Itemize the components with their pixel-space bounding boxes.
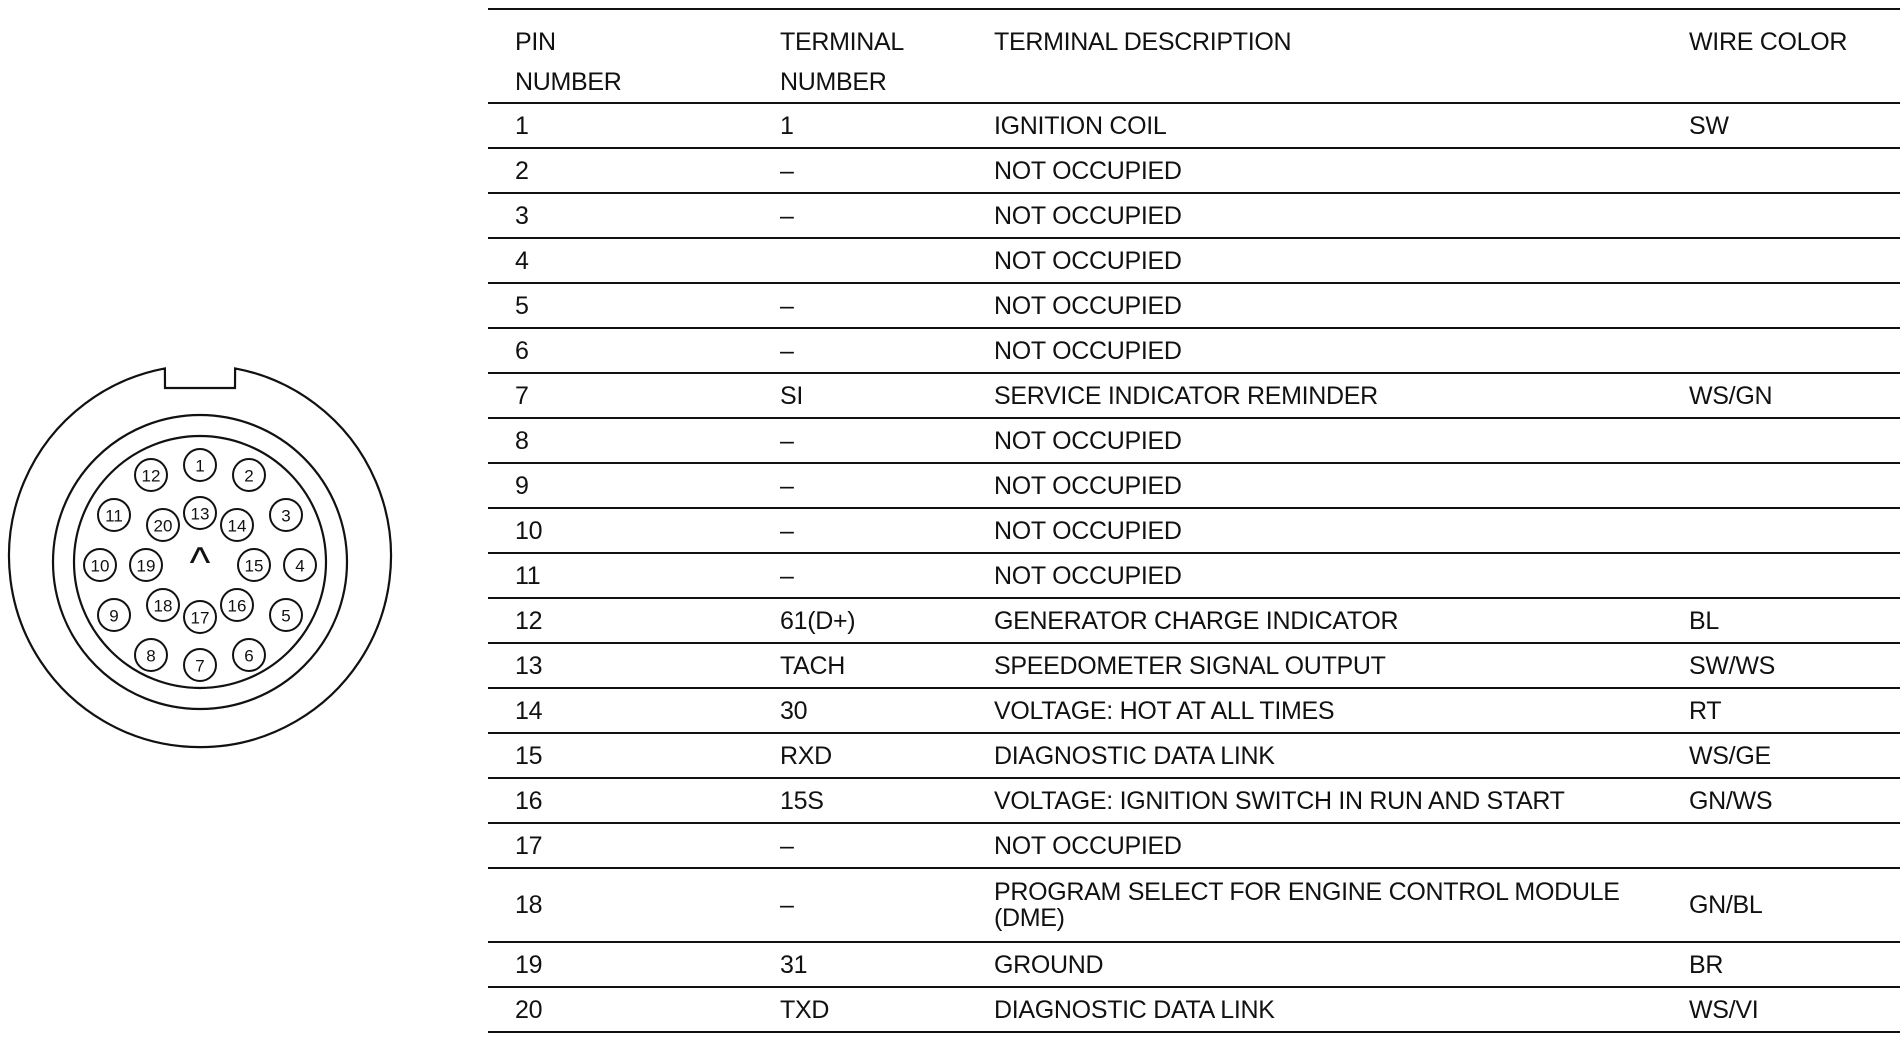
terminal-description: VOLTAGE: IGNITION SWITCH IN RUN AND START bbox=[994, 786, 1565, 815]
pin-number: 9 bbox=[515, 471, 529, 500]
table-row bbox=[488, 942, 1900, 987]
terminal-description: NOT OCCUPIED bbox=[994, 201, 1182, 230]
header-pin-line1: PIN bbox=[515, 28, 556, 56]
terminal-number: – bbox=[780, 291, 794, 320]
header-terminal-number bbox=[753, 9, 967, 103]
wire-color: SW bbox=[1689, 111, 1729, 140]
pin-number: 13 bbox=[515, 651, 543, 680]
wire-color bbox=[1662, 283, 1900, 328]
table-row bbox=[488, 868, 1900, 942]
table-row bbox=[488, 283, 1900, 328]
connector-pin-9 bbox=[98, 599, 130, 631]
wire-color: RT bbox=[1689, 696, 1722, 725]
connector-pin-1 bbox=[184, 449, 216, 481]
table-row bbox=[488, 193, 1900, 238]
pin-number: 2 bbox=[515, 156, 529, 185]
terminal-number: 31 bbox=[780, 950, 808, 979]
connector-pin-4 bbox=[284, 549, 316, 581]
wire-color bbox=[1662, 418, 1900, 463]
connector-pin-18 bbox=[147, 589, 179, 621]
pin-number: 8 bbox=[515, 426, 529, 455]
connector-pin-label: 12 bbox=[141, 466, 161, 486]
header-terminal-line1: TERMINAL bbox=[780, 28, 905, 56]
terminal-number: SI bbox=[780, 381, 804, 410]
terminal-description: VOLTAGE: HOT AT ALL TIMES bbox=[994, 696, 1335, 725]
terminal-number: – bbox=[780, 336, 794, 365]
connector-pin-3 bbox=[270, 499, 302, 531]
connector-pin-label: 19 bbox=[136, 556, 156, 576]
wire-color: BL bbox=[1689, 606, 1719, 635]
wire-color: GN/WS bbox=[1689, 786, 1773, 815]
terminal-number: – bbox=[780, 516, 794, 545]
connector-pin-label: 10 bbox=[90, 556, 110, 576]
connector-pin-label: 14 bbox=[227, 516, 247, 536]
connector-pin-17 bbox=[184, 601, 216, 633]
header-pin-line2: NUMBER bbox=[515, 68, 622, 96]
table-row bbox=[488, 418, 1900, 463]
table-row bbox=[488, 987, 1900, 1032]
connector-pin-label: 6 bbox=[244, 646, 254, 666]
table-header-row bbox=[488, 9, 1900, 103]
connector-pin-label: 2 bbox=[244, 466, 254, 486]
table-row bbox=[488, 598, 1900, 643]
terminal-description: NOT OCCUPIED bbox=[994, 516, 1182, 545]
terminal-description: NOT OCCUPIED bbox=[994, 561, 1182, 590]
connector-pin-label: 3 bbox=[281, 506, 291, 526]
wire-color: WS/GE bbox=[1689, 741, 1771, 770]
terminal-description: GROUND bbox=[994, 950, 1104, 979]
connector-pin-label: 17 bbox=[190, 608, 210, 628]
wire-color bbox=[1662, 508, 1900, 553]
connector-pin-label: 4 bbox=[295, 556, 305, 576]
connector-pin-2 bbox=[233, 459, 265, 491]
table-row bbox=[488, 778, 1900, 823]
connector-pin-label: 11 bbox=[105, 506, 123, 526]
pin-number: 3 bbox=[515, 201, 529, 230]
table-body bbox=[488, 103, 1900, 1032]
connector-pin-11 bbox=[98, 499, 130, 531]
terminal-description: NOT OCCUPIED bbox=[994, 156, 1182, 185]
pin-number: 20 bbox=[515, 995, 543, 1024]
terminal-description: IGNITION COIL bbox=[994, 111, 1167, 140]
pin-number: 19 bbox=[515, 950, 543, 979]
terminal-description: SERVICE INDICATOR REMINDER bbox=[994, 381, 1378, 410]
connector-pin-13 bbox=[184, 497, 216, 529]
connector-pin-14 bbox=[221, 509, 253, 541]
terminal-description: PROGRAM SELECT FOR ENGINE CONTROL MODULE (DME) bbox=[994, 878, 1620, 932]
terminal-number: – bbox=[780, 426, 794, 455]
pin-number: 5 bbox=[515, 291, 529, 320]
connector-pin-7 bbox=[184, 649, 216, 681]
terminal-number: TACH bbox=[780, 651, 845, 680]
connector-pin-label: 1 bbox=[195, 456, 205, 476]
pin-number: 14 bbox=[515, 696, 543, 725]
terminal-description: NOT OCCUPIED bbox=[994, 291, 1182, 320]
table-header bbox=[488, 9, 1900, 103]
connector-pin-8 bbox=[135, 639, 167, 671]
terminal-description: NOT OCCUPIED bbox=[994, 426, 1182, 455]
terminal-number: – bbox=[780, 831, 794, 860]
pin-number: 4 bbox=[515, 246, 529, 275]
header-pin-number bbox=[488, 9, 753, 103]
wire-color bbox=[1662, 463, 1900, 508]
terminal-description: NOT OCCUPIED bbox=[994, 831, 1182, 860]
connector-diagram bbox=[4, 365, 396, 765]
header-wire-line1: WIRE COLOR bbox=[1689, 28, 1848, 56]
terminal-number bbox=[753, 238, 967, 283]
connector-pin-label: 20 bbox=[153, 516, 173, 536]
terminal-description: DIAGNOSTIC DATA LINK bbox=[994, 741, 1275, 770]
table-row bbox=[488, 103, 1900, 148]
terminal-number: 61(D+) bbox=[780, 606, 856, 635]
terminal-number: 30 bbox=[780, 696, 808, 725]
connector-pin-label: 15 bbox=[244, 556, 264, 576]
pin-number: 7 bbox=[515, 381, 529, 410]
header-description-line1: TERMINAL DESCRIPTION bbox=[994, 28, 1292, 56]
pin-number: 18 bbox=[515, 891, 543, 919]
pin-assignment-table bbox=[488, 8, 1900, 1033]
table-row bbox=[488, 823, 1900, 868]
connector-pin-label: 18 bbox=[153, 596, 173, 616]
wire-color: BR bbox=[1689, 950, 1724, 979]
wire-color bbox=[1662, 823, 1900, 868]
terminal-number: 15S bbox=[780, 786, 824, 815]
pin-number: 12 bbox=[515, 606, 543, 635]
terminal-number: 1 bbox=[780, 111, 794, 140]
pin-number: 17 bbox=[515, 831, 543, 860]
connector-pin-20 bbox=[147, 509, 179, 541]
table-row bbox=[488, 148, 1900, 193]
pin-number: 1 bbox=[515, 111, 529, 140]
wire-color bbox=[1662, 148, 1900, 193]
table-row bbox=[488, 688, 1900, 733]
terminal-description: DIAGNOSTIC DATA LINK bbox=[994, 995, 1275, 1024]
table-row bbox=[488, 328, 1900, 373]
terminal-number: RXD bbox=[780, 741, 832, 770]
pin-number: 10 bbox=[515, 516, 543, 545]
table-row bbox=[488, 238, 1900, 283]
terminal-description: SPEEDOMETER SIGNAL OUTPUT bbox=[994, 651, 1386, 680]
wire-color: SW/WS bbox=[1689, 651, 1775, 680]
wire-color: WS/GN bbox=[1689, 381, 1773, 410]
table-row bbox=[488, 463, 1900, 508]
connector-pin-label: 9 bbox=[109, 606, 119, 626]
terminal-number: TXD bbox=[780, 995, 830, 1024]
pin-number: 6 bbox=[515, 336, 529, 365]
pin-number: 16 bbox=[515, 786, 543, 815]
connector-pin-label: 7 bbox=[195, 656, 205, 676]
terminal-number: – bbox=[780, 891, 794, 919]
terminal-description: GENERATOR CHARGE INDICATOR bbox=[994, 606, 1399, 635]
header-wire-color bbox=[1662, 9, 1900, 103]
connector-pin-5 bbox=[270, 599, 302, 631]
pin-number: 11 bbox=[515, 561, 541, 590]
terminal-description: NOT OCCUPIED bbox=[994, 471, 1182, 500]
wire-color: WS/VI bbox=[1689, 995, 1759, 1024]
terminal-description: NOT OCCUPIED bbox=[994, 246, 1182, 275]
connector-pin-12 bbox=[135, 459, 167, 491]
table-row bbox=[488, 643, 1900, 688]
terminal-description: NOT OCCUPIED bbox=[994, 336, 1182, 365]
header-terminal-line2: NUMBER bbox=[780, 68, 887, 96]
wire-color: GN/BL bbox=[1689, 891, 1763, 919]
table-row bbox=[488, 508, 1900, 553]
terminal-number: – bbox=[780, 201, 794, 230]
terminal-number: – bbox=[780, 156, 794, 185]
terminal-number: – bbox=[780, 471, 794, 500]
header-terminal-description bbox=[967, 9, 1662, 103]
wire-color bbox=[1662, 553, 1900, 598]
table-row bbox=[488, 373, 1900, 418]
table-row bbox=[488, 553, 1900, 598]
connector-pin-label: 8 bbox=[146, 646, 156, 666]
connector-pin-label: 13 bbox=[190, 504, 210, 524]
connector-pin-16 bbox=[221, 589, 253, 621]
connector-pin-19 bbox=[130, 549, 162, 581]
connector-pin-label: 16 bbox=[227, 596, 247, 616]
connector-pin-15 bbox=[238, 549, 270, 581]
connector-pin-6 bbox=[233, 639, 265, 671]
connector-key-symbol: ^ bbox=[189, 538, 211, 588]
wire-color bbox=[1662, 193, 1900, 238]
pin-number: 15 bbox=[515, 741, 543, 770]
terminal-number: – bbox=[780, 561, 794, 590]
table-row bbox=[488, 733, 1900, 778]
wire-color bbox=[1662, 238, 1900, 283]
connector-pin-label: 5 bbox=[281, 606, 291, 626]
connector-pin-10 bbox=[84, 549, 116, 581]
wire-color bbox=[1662, 328, 1900, 373]
